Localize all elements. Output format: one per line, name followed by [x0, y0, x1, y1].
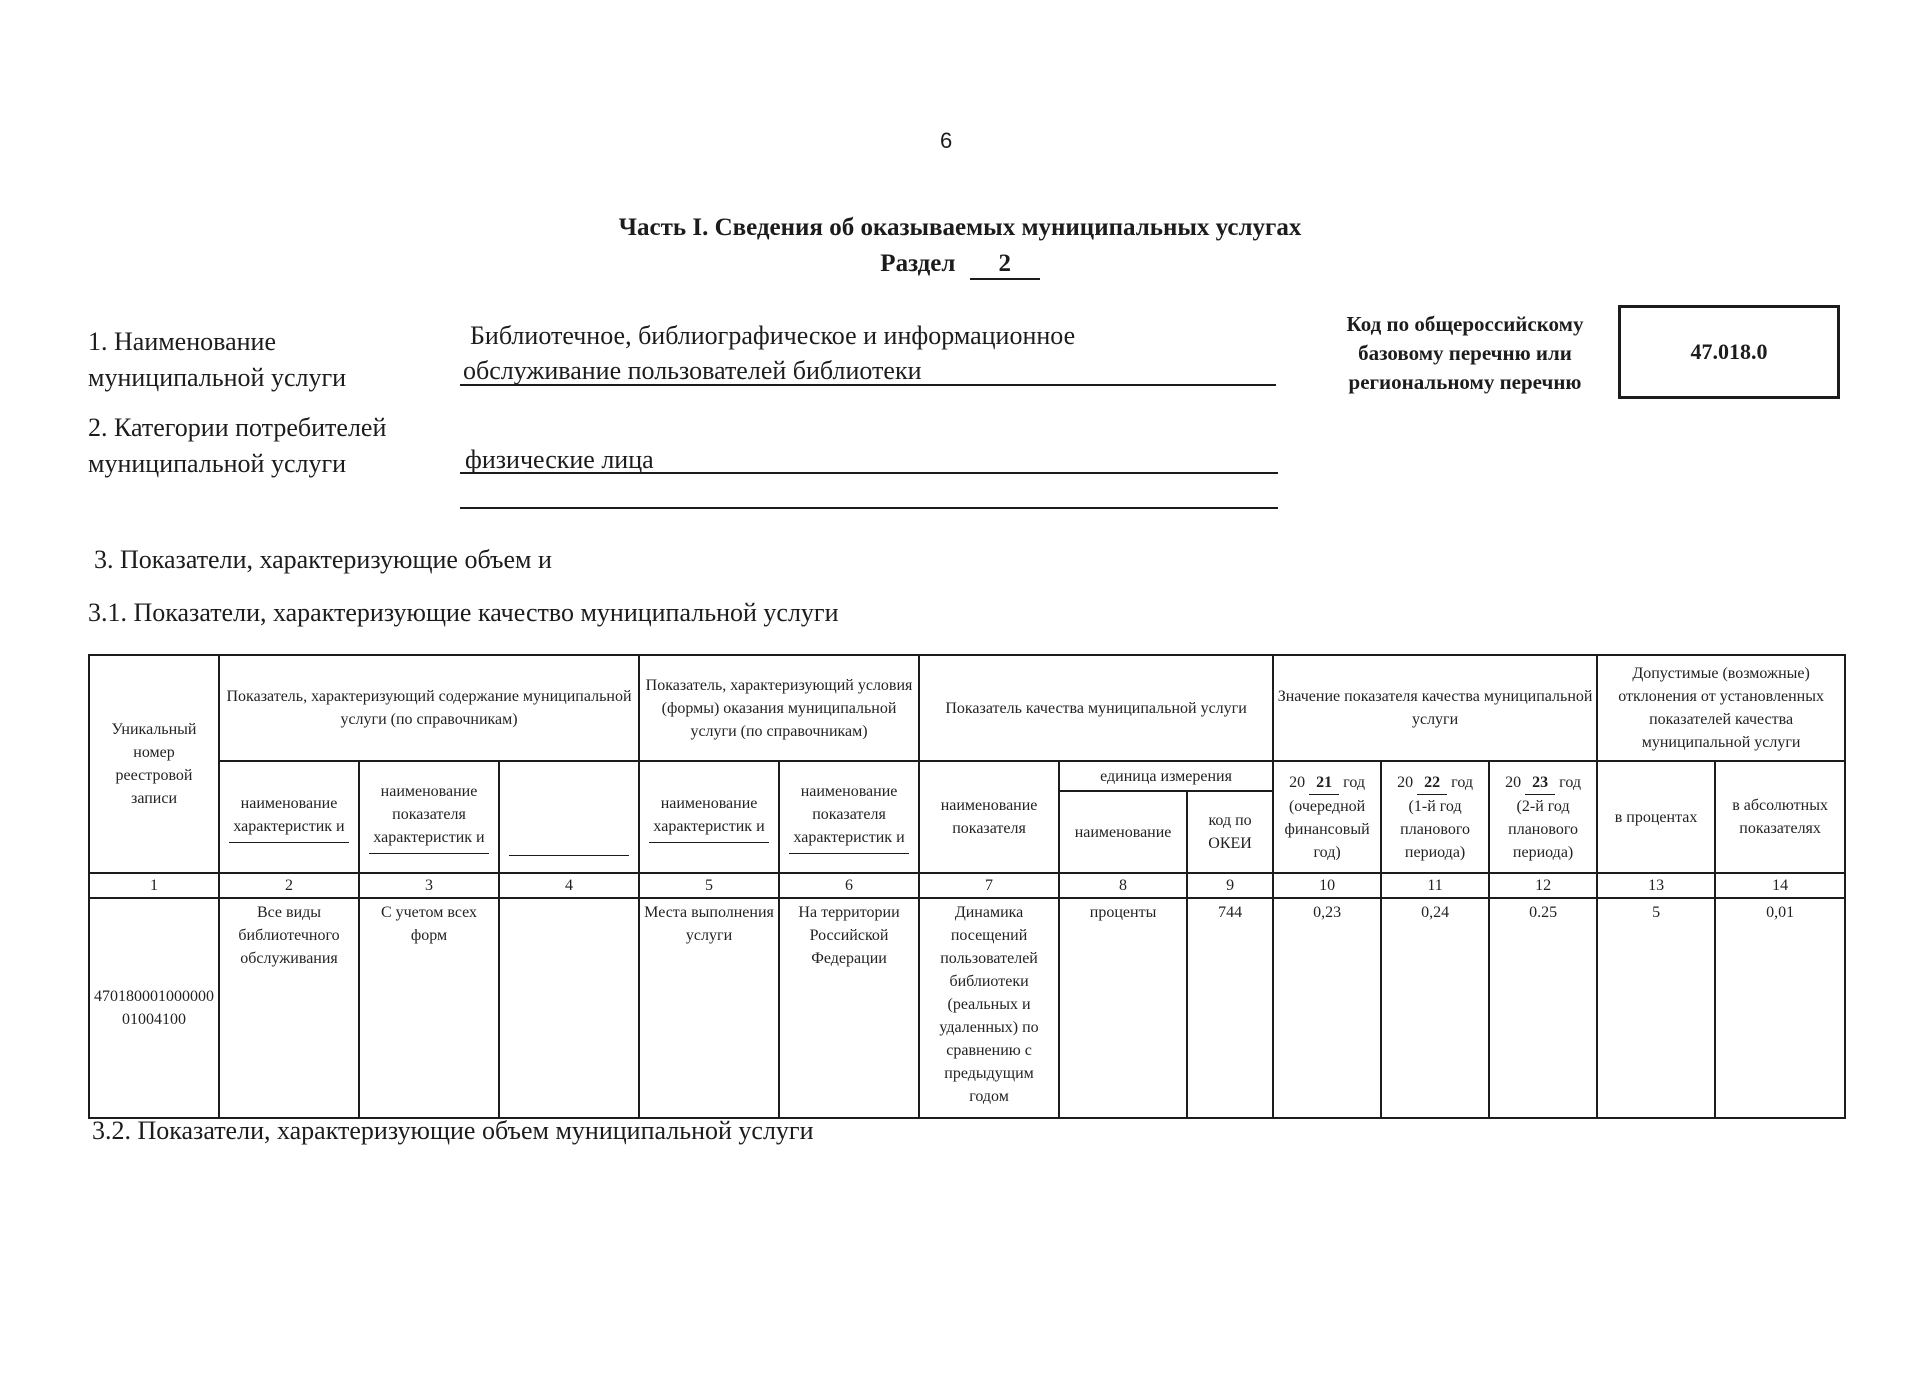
col-number: 3 [359, 873, 499, 898]
col-number: 11 [1381, 873, 1489, 898]
service-name-value-line2: обслуживание пользователей библиотеки [463, 356, 922, 385]
year-1-note: (очередной финансовый год) [1284, 797, 1370, 861]
year-1-line [1277, 771, 1377, 795]
header-indicator-value: Значение показателя качества муниципальной услуги [1273, 655, 1597, 761]
col-number: 9 [1187, 873, 1273, 898]
subheader-year-2 [1381, 761, 1489, 873]
cell-value-year-1: 0,23 [1273, 898, 1381, 1118]
service-name-label-line2: муниципальной услуги [88, 363, 347, 392]
table-header-row-1 [89, 655, 1845, 761]
cell-unit-name: проценты [1059, 898, 1187, 1118]
year-2-line [1385, 771, 1485, 795]
quality-indicators-table [88, 654, 1846, 1119]
col-number: 5 [639, 873, 779, 898]
blank-line [229, 842, 349, 843]
code-label [1330, 310, 1600, 397]
consumers-label-line1: 2. Категории потребителей [88, 413, 387, 442]
subheader-condition-name-text: наименование характеристик и [653, 794, 765, 835]
col-number: 14 [1715, 873, 1845, 898]
year-3-note: (2-й год планового периода) [1508, 797, 1578, 861]
year-prefix: 20 [1289, 773, 1306, 791]
cell-characteristic-name: Все виды библиотечного обслуживания [219, 898, 359, 1118]
cell-condition-indicator: На территории Российской Федерации [779, 898, 919, 1118]
col-number: 7 [919, 873, 1059, 898]
cell-value-year-3: 0.25 [1489, 898, 1597, 1118]
code-label-line2: базовому перечню или [1358, 341, 1572, 365]
subheader-empty [499, 761, 639, 873]
col-number: 8 [1059, 873, 1187, 898]
consumers-underline-2 [460, 507, 1278, 509]
col-number: 13 [1597, 873, 1715, 898]
table-row [89, 898, 1845, 1118]
service-name-label [88, 324, 346, 396]
service-name-value-line1: Библиотечное, библиографическое и информационное [470, 321, 1076, 350]
part-title: Часть I. Сведения об оказываемых муниципальных услугах [618, 214, 1302, 241]
subheader-absolute: в абсолютных показателях [1715, 761, 1845, 873]
cell-indicator-name: Динамика посещений пользователей библиотеки (реальных и удаленных) по сравнению с предыдущим годом [919, 898, 1059, 1118]
code-label-line3: региональному перечню [1348, 370, 1582, 394]
section-number: 2 [970, 250, 1040, 280]
subheader-characteristic-indicator-text: наименование показателя характеристик и [373, 783, 485, 846]
consumers-value: физические лица [465, 445, 654, 474]
year-3-line [1493, 771, 1593, 795]
page-number: 6 [940, 128, 953, 153]
cell-okei: 744 [1187, 898, 1273, 1118]
table-header-row-2 [89, 761, 1845, 791]
header-registry-number: Уникальный номер реестровой записи [89, 655, 219, 873]
subheader-unit: единица измерения [1059, 761, 1273, 791]
subheader-condition-indicator [779, 761, 919, 873]
subheader-condition-name [639, 761, 779, 873]
service-name-underline [460, 384, 1276, 386]
blank-line [789, 853, 909, 854]
column-numbers-row [89, 873, 1845, 898]
heading-3-2: 3.2. Показатели, характеризующие объем муниципальной услуги [92, 1116, 814, 1145]
section-line [560, 250, 1360, 280]
section-label: Раздел [880, 250, 956, 277]
year-2-note: (1-й год планового периода) [1400, 797, 1470, 861]
service-name-label-line1: 1. Наименование [88, 327, 276, 356]
cell-deviation-percent: 5 [1597, 898, 1715, 1118]
year-1: 21 [1309, 771, 1339, 795]
col-number: 10 [1273, 873, 1381, 898]
cell-value-year-2: 0,24 [1381, 898, 1489, 1118]
col-number: 12 [1489, 873, 1597, 898]
heading-3: 3. Показатели, характеризующие объем и [94, 545, 552, 574]
subheader-condition-indicator-text: наименование показателя характеристик и [793, 783, 905, 846]
service-code-box: 47.018.0 [1618, 305, 1840, 399]
consumers-label-line2: муниципальной услуги [88, 449, 347, 478]
code-label-line1: Код по общероссийскому [1346, 312, 1584, 336]
consumers-label [88, 410, 386, 482]
col-number: 1 [89, 873, 219, 898]
year-word: год [1343, 773, 1365, 791]
subheader-percent: в процентах [1597, 761, 1715, 873]
cell-registry-number: 47018000100000001004100 [89, 898, 219, 1118]
subheader-characteristic-name [219, 761, 359, 873]
blank-line [369, 853, 489, 854]
header-quality-indicator: Показатель качества муниципальной услуги [919, 655, 1273, 761]
subheader-characteristic-indicator [359, 761, 499, 873]
subheader-unit-name: наименование [1059, 791, 1187, 873]
year-word: год [1451, 773, 1473, 791]
col-number: 2 [219, 873, 359, 898]
year-2: 22 [1417, 771, 1447, 795]
subheader-indicator-name: наименование показателя [919, 761, 1059, 873]
consumers-underline [460, 472, 1278, 474]
year-prefix: 20 [1505, 773, 1522, 791]
subheader-year-3 [1489, 761, 1597, 873]
subheader-characteristic-name-text: наименование характеристик и [233, 794, 345, 835]
blank-line [509, 855, 629, 856]
col-number: 6 [779, 873, 919, 898]
heading-3-1: 3.1. Показатели, характеризующие качество муниципальной услуги [88, 598, 839, 627]
subheader-year-1 [1273, 761, 1381, 873]
col-number: 4 [499, 873, 639, 898]
cell-condition-name: Места выполнения услуги [639, 898, 779, 1118]
header-conditions-indicator: Показатель, характеризующий условия (формы) оказания муниципальной услуги (по справочникам) [639, 655, 919, 761]
cell-deviation-absolute: 0,01 [1715, 898, 1845, 1118]
year-word: год [1559, 773, 1581, 791]
year-3: 23 [1525, 771, 1555, 795]
subheader-okei: код по ОКЕИ [1187, 791, 1273, 873]
blank-line [649, 842, 769, 843]
cell-characteristic-indicator: С учетом всех форм [359, 898, 499, 1118]
year-prefix: 20 [1397, 773, 1414, 791]
header-allowed-deviation: Допустимые (возможные) отклонения от установленных показателей качества муниципальной услуги [1597, 655, 1845, 761]
cell-empty [499, 898, 639, 1118]
header-content-indicator: Показатель, характеризующий содержание муниципальной услуги (по справочникам) [219, 655, 639, 761]
